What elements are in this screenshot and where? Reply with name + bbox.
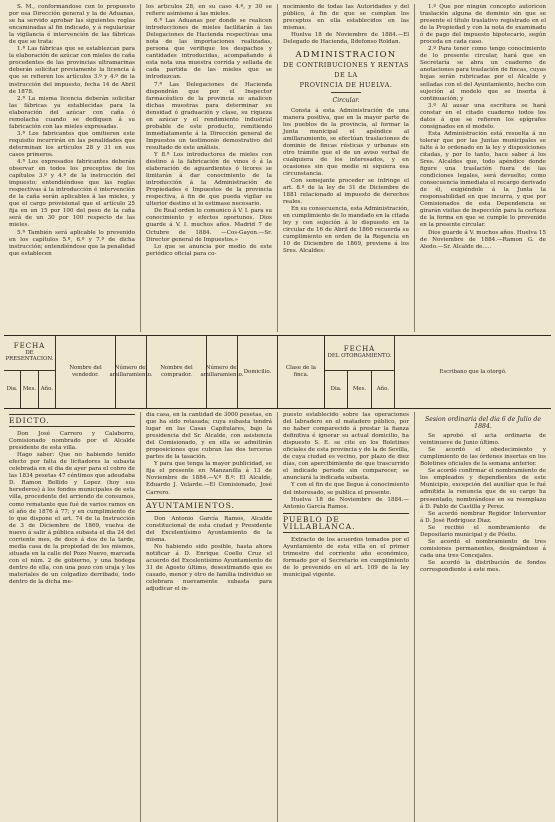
bottom-columns bbox=[4, 412, 551, 822]
paragraph: Y 8.ª Los introductores de mieles con destino á la fabricación de vinos ó á la elaboración de aguardientes ó licores se limitarán á dar conocimiento de la introducción á la Administración de Propiedades é Impuestos de la provincia respectiva, á fin de que pueda vigilar su ulterior destino si lo estimase necesario. bbox=[146, 151, 272, 208]
paragraph: Dios guarde á V. muchos años. Huelva 15 de Noviembre de 1884.—Ramon G. de Aledo.—Sr. Alcalde de..... bbox=[420, 229, 546, 250]
paragraph: 3.ª Los fabricantes que omitieren este requisito incurrirán en las penalidades que determinan los artículos 28 y 31 en sus casos primeros. bbox=[9, 130, 135, 158]
paragraph: 1.º Que por ningún concepto autoricen traslación alguna de dominio sin que se presente el título traslativo registrado en el de la Propiedad y con la nota de examinado ó de pago del impuesto hipotecario, según proceda en cada caso. bbox=[420, 4, 546, 46]
domicilio-header: Domicilio. bbox=[238, 336, 278, 408]
bottom-column-1 bbox=[4, 412, 141, 822]
dia-label: Dia. bbox=[325, 371, 348, 408]
paragraph: 3.º Al ausar una escritura se hará constar en el citado cuaderno todos los datos á que se refieren los epígrafes consignados en el modelo. bbox=[420, 102, 546, 130]
paragraph: Hago saber: Que no habiendo tenido efecto por falta de licitadores la subasta celebrada en el dia de ayer para el cobro de las 1834 pesetas 47 céntimos que adeudaba D. Ramon Bellido y Lopez (hoy sus herederos) á los fondos municipales de esta villa, procedente del arriendo de consumos, como rematante que fué de varios ramos en el año de 1876 á 77; y en cumplimiento de lo que dispone el art. 74 de la Instrucción de 3 de Diciembre de 1869, vuelva de nuevo á salir á pública subasta el dia 24 del corriente mes, de doce á dos de la tarde, media casa de la propiedad de los mismos, situada en la calle del Pozo Nuevo, marcada con el núm. 2 de gobierno, y una bodega dentro de ella, con una pozo con uraja y los materiales de un colgadizo derribado, todo dentro de la dicha me- bbox=[9, 452, 135, 586]
paragraph: Don Antonio García Ramos, Alcalde constitucional de esta ciudad y Presidente del Excelentísimo Ayuntamiento de la misma. bbox=[146, 515, 272, 543]
newspaper-page bbox=[4, 4, 551, 796]
clase-finca-header: Clase de la finca. bbox=[285, 365, 317, 378]
register-model-table bbox=[4, 335, 551, 409]
paragraph: Don José Carrero y Calaborro, Comisionado nombrado por el Alcalde presidente de esta villa. bbox=[9, 431, 135, 452]
section-subheading: DE LA bbox=[334, 71, 358, 80]
numero-amillaramiento-header: Número del amillaramiento. bbox=[207, 336, 238, 408]
paragraph: Y para que tenga la mayor publicidad, se fija el presente en Manzanilla á 13 de Noviembre de 1884.—V.º B.º: El Alcalde, Eduardo J. Velarde.—El Comisionado, José Carrero. bbox=[146, 461, 272, 496]
table-left-half bbox=[4, 336, 325, 408]
ano-label: Año. bbox=[376, 386, 389, 393]
session-heading: Sesion ordinaria del dia 6 de Julio de 1884. bbox=[424, 416, 541, 431]
fecha-presentacion-cell bbox=[4, 336, 56, 408]
paragraph: 1.ª Las fábricas que se establezcan para la elaboración de azúcar con mieles de caña procedentes de las provincias ultramarinas deberán solicitar previamente la licencia á que se refieren los artículos 3.º y 4.º de la instrucción del impuesto, fecha 14 de Abril de 1878. bbox=[9, 46, 135, 95]
top-column-2 bbox=[141, 4, 278, 332]
paragraph: los artículos 28, en su caso 4.º, y 30 se refiere asimismo á las mieles. bbox=[146, 4, 272, 18]
paragraph: Se acordó confirmar el nombramiento de los empleados y dependientes de este Municipio, excepción del auxiliar que le fué admitida la renuncia que de su cargo ha presentado, nombrándose en su reemplazo á D. Pablo de Castilla y Perez. bbox=[420, 468, 546, 510]
numero-amillaramiento-header: Número del amillaramiento. bbox=[116, 336, 147, 408]
paragraph: 4.ª Los expresados fabricantes deberán observar en todos los preceptos de los capítulos 3.º y 4.º de la instrucción del impuesto; entendiéndose que las reglas respectivas á la introducción é intervención de la caña serán aplicables á las mieles, y que el cargo provisional que el artículo 25 fija en un 15 por 100 del peso de la caña será de un 30 por 100 respecto de las mieles. bbox=[9, 159, 135, 229]
paragraph: 2.ª La misma licencia deberán solicitar las fábricas ya establecidas para la elaboración del azúcar con caña ó remolacha cuando se dediquen á su fabricación con las mieles expresadas. bbox=[9, 95, 135, 130]
paragraph: Se acordó el obedecimiento y cumplimiento de las órdenes insertas en los Boletines oficiales de la semana anterior. bbox=[420, 447, 546, 468]
paragraph: No habiendo sido posible, hasta ahora notificar á D. Enrique Coello Cruz el acuerdo del Excelentísimo Ayuntamiento de 31 de Agosto último, desestimando que es casado, menor y otro de familia individuo se celebrara nuevamente subasta para adjudicar el in- bbox=[146, 543, 272, 593]
paragraph: Esta Administración está resuelta á no tolerar que por las Juntas municipales se falte á lo ordenado en la ley y disposiciones citadas, y por lo tanto, hace saber á los Sres. Alcaldes que, todo apéndice donde figure una traslación fuera de las condiciones legales, será devuelto; como consecuencia inmediata el recargo derivado de él, exigiéndole á la Junta la responsabilidad en que incurra, y que por Comisionados de esta Dependencia se girarán visitas de inspección para la certeza de la forma en que se cumple lo prevenido en la presente circular. bbox=[420, 130, 546, 229]
paragraph: puesto establecido sobre las operaciones del labradero en el matadero público, por no haber comparecido á prestar la fianza definitiva é ignorar su actual domicilio, ha dispuesto S. E. se cite en los Boletines oficiales de esta provincia y de la de Sevilla, de cuya ciudad es vecino, por plazo de diez días, con apercibimiento de que trascurrido el indicado periodo sin comparecer, se anunciará la indicada subasta. bbox=[283, 412, 409, 482]
paragraph: nocimiento de todas las Autoridades y del público, á fin de que se cumplan los preceptos en ella establecidos en las mismas. bbox=[283, 4, 409, 32]
section-heading: ADMINISTRACION bbox=[295, 50, 397, 61]
fecha-label: FECHA bbox=[13, 342, 46, 351]
section-subheading: PROVINCIA DE HUELVA. bbox=[299, 81, 393, 90]
ano-label: Año. bbox=[40, 386, 53, 393]
top-column-4 bbox=[415, 4, 551, 332]
top-column-3 bbox=[278, 4, 415, 332]
paragraph: 6.ª Las Aduanas por donde se realicen introducciones de mieles facilitarán á las Delegaciones de Hacienda respectivas una nota de las importaciones realizadas, persona que verifique los despachos y cantidades introducidas, acompañando á esta nota una muestra corrida y sellada de cada partida de las mieles que se introduzcan. bbox=[146, 18, 272, 81]
paragraph: S. M., conformándose con lo propuesto por esa Dirección general y la de Aduanas, se ha servido aprobar las siguientes reglas encaminadas al fin indicado, y á regularizar la vigilancia é intervención de las fábricas de que se trata: bbox=[9, 4, 135, 46]
ayuntamientos-heading: AYUNTAMIENTOS. bbox=[146, 499, 272, 512]
escribano-header: Escribano que la otorgó. bbox=[439, 368, 507, 375]
paragraph: Se aprobó el acta ordinaria de veintinueve de Junio último. bbox=[420, 433, 546, 447]
edicto-heading: EDICTO. bbox=[9, 414, 135, 427]
paragraph: Se recibió el nombramiento de Depositario municipal y de Pósito. bbox=[420, 524, 546, 538]
circular-title: Circular. bbox=[332, 97, 360, 105]
comprador-header: Nombre del comprador. bbox=[147, 336, 207, 408]
paragraph: Consta á esta Administración de una manera positiva, que en la mayor parte de los pueblos de la provincia, al formar la Junta municipal el apéndice al amillaramiento, se efectúan traslaciones de dominio de fincas rústicas y urbanas sin otro trámite que el de un aviso verbal de cualquiera de los interesados, y en ocasiones sin que medie ni siquiera esa circunstancia. bbox=[283, 107, 409, 177]
vendedor-header: Nombre del vendedor. bbox=[56, 336, 116, 408]
paragraph: 5.ª También será aplicable lo prevenido en los capítulos 5.º, 6.º y 7.º de dicha instrucción; entendiéndose que la penalidad que establecen bbox=[9, 229, 135, 257]
section-subheading: DE CONTRIBUCIONES Y RENTAS bbox=[283, 61, 409, 70]
villablanca-heading: PUEBLO DE VILLABLANCA. bbox=[283, 513, 409, 533]
dia-label: Dia. bbox=[4, 371, 21, 408]
paragraph: Con semejante proceder se infringe el art. 8.º de la ley de 31 de Diciembre de 1881 relacionado al impuesto de derechos reales. bbox=[283, 177, 409, 206]
bottom-column-2 bbox=[141, 412, 278, 822]
paragraph: Huelva 18 de Noviembre de 1884.—El Delegado de Hacienda, Ildefonso Roldan. bbox=[283, 32, 409, 46]
table-right-half bbox=[325, 336, 551, 408]
paragraph: Se acordó la distribución de fondos correspondiente á este mes. bbox=[420, 559, 546, 573]
paragraph: Y con el fin de que llegue á conocimiento del interesado, se publica el presente. bbox=[283, 482, 409, 496]
paragraph: Se acordó el nombramiento de tres comisiones permanentes, designándose á cada una tres Concejales. bbox=[420, 538, 546, 559]
fecha-label: FECHA bbox=[343, 345, 376, 354]
paragraph: Lo que se anuncia por medio de este periódico oficial para co- bbox=[146, 243, 272, 257]
fecha-sub-label: DEL OTORGAMIENTO. bbox=[327, 353, 392, 359]
paragraph: En su consecuencia, esta Administración, en cumplimiento de lo mandado en la citada ley y con sujeción á lo dispuesto en la circular de 16 de Abril de 1866 recuerda su cumplimiento en orden de la Regencia en 10 de Diciembre de 1869, previene á los Sres. Alcaldes: bbox=[283, 206, 409, 255]
paragraph: Se acordó nombrar Regidor Interventor á D. José Rodriguez Diaz. bbox=[420, 510, 546, 524]
mes-label: Mes. bbox=[348, 371, 371, 408]
paragraph: dia casa, en la cantidad de 3000 pesetas, en que ha sido retasada; cuya subasta tendrá lugar en las Casas Capitulares, bajo la presidencia del Sr. Alcalde, con asistencia del Comisionado, y en ella se admitirán proposiciones que cubran las dos terceras partes de la tasación. bbox=[146, 412, 272, 461]
mes-label: Mes. bbox=[21, 371, 38, 408]
top-columns bbox=[4, 4, 551, 332]
fecha-otorgamiento-cell bbox=[325, 336, 395, 408]
bottom-column-4 bbox=[415, 412, 551, 822]
divider bbox=[331, 92, 361, 93]
paragraph: De Real orden lo comunico á V. I. para su conocimiento y efectos oportunos. Dios guarde á V. I. muchos años. Madrid 7 de Octubre de 1884. —Cos-Gayon.—Sr. Director general de Impuestos.» bbox=[146, 208, 272, 243]
paragraph: 7.ª Las Delegaciones de Hacienda dispondrán que por el Inspector farmacéutico de la provincia se analicen dichas muestras para determinar su densidad ó graduación y clase, su riqueza en azúcar y el rendimiento industrial probable de este producto, remitiendo inmediatamente á la Dirección general de Impuestos un testimonio demostrativo del resultado de este análisis. bbox=[146, 81, 272, 151]
fecha-sub-label: DE PRESENTACION. bbox=[5, 349, 54, 363]
top-column-1 bbox=[4, 4, 141, 332]
bottom-column-3 bbox=[278, 412, 415, 822]
paragraph: Huelva 18 de Noviembre de 1884.—Antonio García Ramos. bbox=[283, 496, 409, 510]
paragraph: Extracto de los acuerdos tomados por el Ayuntamiento de esta villa en el primer trimestre del corriente año económico, formado por el Secretario en cumplimiento de lo prevenido en el art. 109 de la ley municipal vigente. bbox=[283, 536, 409, 578]
paragraph: 2.º Para tener como tengo conocimiento de lo presente circular, hará que en Secretaría se abra un cuaderno de anotaciones para traslación de fincas, cuyas hojas serán rubricadas por el Alcalde y selladas con el del Ayuntamiento, hecho con sujeción al modelo que se inserta á continuación; y bbox=[420, 46, 546, 102]
